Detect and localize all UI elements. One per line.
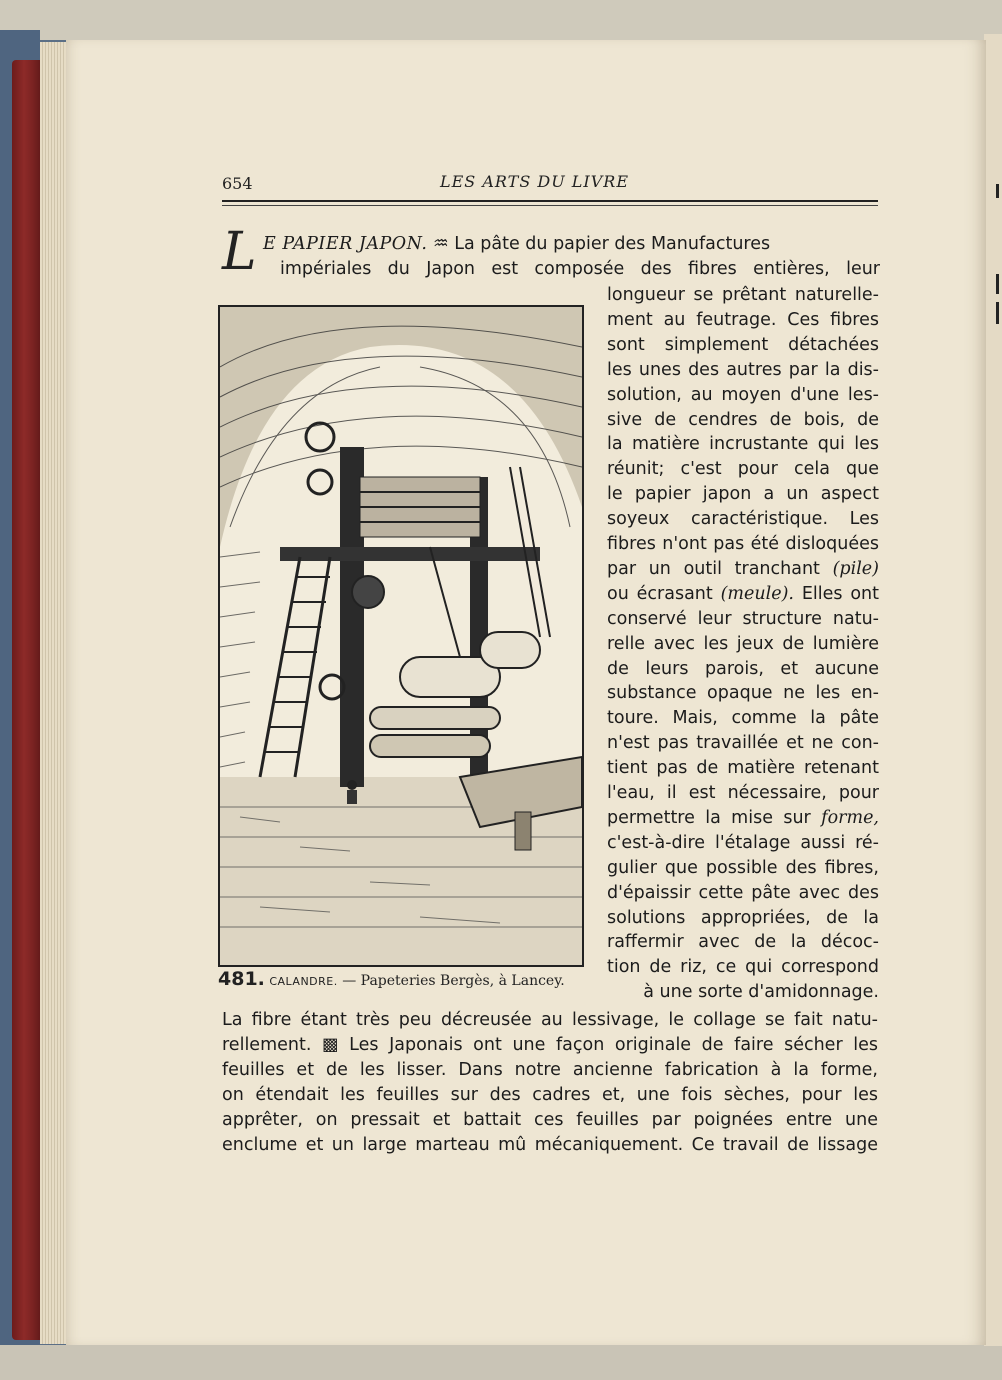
text-span: par un outil tranchant [607,558,833,579]
header-rule-thin [222,205,878,206]
engraving-illustration [220,307,582,965]
italic-term: forme, [821,807,879,828]
figure-number: 481. [218,968,265,990]
text-line: sont simplement détachées [607,334,879,355]
text-line: ment au feutrage. Ces fibres [607,309,879,330]
text-line: les unes des autres par la dis- [607,359,879,380]
text-line: tion de riz, ce qui correspond [607,957,879,978]
text-line: longueur se prêtant naturelle- [607,285,879,305]
text-line: feuilles et de les lisser. Dans notre ancienne fabrication à la forme, [222,1060,878,1080]
text-line: La fibre étant très peu décreusée au lessivage, le collage se fait natu- [222,1010,878,1030]
italic-term: (meule). [720,583,794,604]
heading-line [263,232,879,257]
text-line: apprêter, on pressait et battait ces feuilles par poignées entre une [222,1110,878,1130]
text-line: conservé leur structure natu- [607,608,879,629]
text-line: La pâte du papier des Manufactures [454,234,771,254]
text-line [607,806,879,831]
text-span: permettre la mise sur [607,807,822,828]
text-span: ou écrasant [607,583,721,604]
ornament-icon: ▩ [322,1035,339,1055]
text-line: c'est-à-dire l'étalage aussi ré- [607,832,879,853]
book-cover-top [0,0,1002,40]
ornament-icon: ♒ [432,234,449,254]
book-cover-bottom [0,1345,1002,1380]
text-line: soyeux caractéristique. Les [607,509,879,530]
text-line: de leurs parois, et aucune [607,658,879,679]
text-line: tient pas de matière retenant [607,758,879,779]
text-line: d'épaissir cette pâte avec des [607,882,879,903]
text-line: l'eau, il est nécessaire, pour [607,783,879,803]
text-line: le papier japon a un aspect [607,484,879,505]
text-line: rellement. [222,1035,322,1055]
article-heading: E PAPIER JAPON. [263,234,428,254]
figure-label: CALANDRE. [269,975,338,988]
drop-cap: L [222,222,257,282]
text-line: fibres n'ont pas été disloquées [607,534,879,554]
text-line: Les Japonais ont une façon originale de faire sécher les [338,1035,878,1055]
figure-caption [218,968,580,990]
text-line: raffermir avec de la décoc- [607,932,879,953]
text-line: impériales du Japon est composée des fibres entières, leur [280,259,880,279]
text-line: n'est pas travaillée et ne con- [607,733,879,754]
text-line: solution, au moyen d'une les- [607,384,879,405]
text-line: sive de cendres de bois, de [607,409,879,430]
header-rule [222,200,878,202]
text-line: à une sorte d'amidonnage. [643,982,879,1003]
text-line: enclume et un large marteau mû mécaniquement. Ce travail de lissage [222,1135,878,1155]
text-line [607,582,879,607]
text-line [607,557,879,582]
text-line: solutions appropriées, de la [607,907,879,928]
next-page-edge [984,34,1002,1346]
text-line: relle avec les jeux de lumière [607,633,879,654]
book-page-edge [12,60,42,1340]
text-line: gulier que possible des fibres, [607,857,879,878]
text-span: Elles ont [794,583,880,604]
calandre-engraving [218,305,584,967]
running-title: LES ARTS DU LIVRE [440,172,630,191]
text-line: la matière incrustante qui les [607,434,879,455]
text-line: on étendait les feuilles sur des cadres et, une fois sèches, pour les [222,1085,878,1105]
text-line: substance opaque ne les en- [607,683,879,704]
text-line-composite [222,1033,878,1058]
figure-caption-text: — Papeteries Bergès, à Lancey. [342,973,565,989]
text-line: réunit; c'est pour cela que [607,459,879,480]
italic-term: (pile) [832,558,879,579]
text-line: toure. Mais, comme la pâte [607,708,879,729]
page-number: 654 [222,174,253,193]
